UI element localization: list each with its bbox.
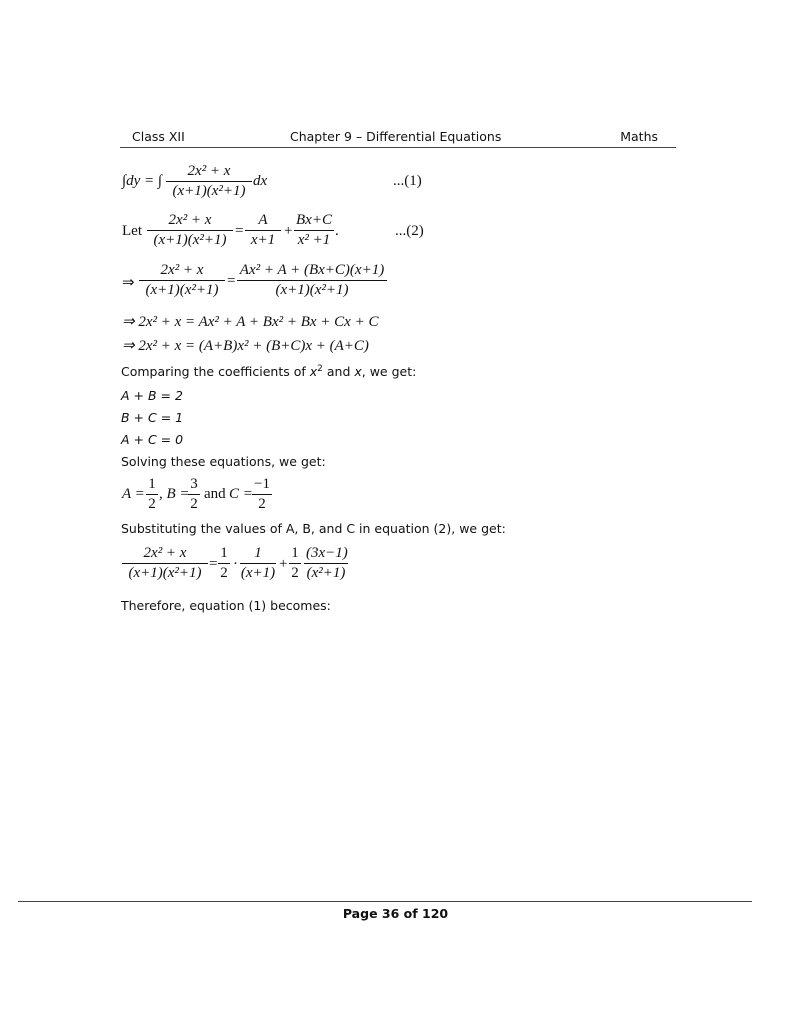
sol-c-num: −1 (252, 476, 272, 495)
eq6-h2-num: 1 (289, 545, 301, 564)
eq6-k-den: (x²+1) (306, 565, 346, 581)
eq6-g-num: 1 (240, 545, 276, 564)
eq3-arrow: ⇒ (122, 275, 135, 291)
sol-a-lhs: A = (122, 486, 145, 502)
eq6-k-num: (3x−1) (304, 545, 348, 564)
eq6-fraction (122, 545, 208, 582)
eq2-let: Let (122, 223, 142, 239)
equation-4: ⇒ 2x² + x = Ax² + A + Bx² + Bx + Cx + C (122, 314, 379, 330)
eq6-eq: = (209, 556, 218, 572)
eq6-half-1 (218, 545, 230, 582)
sol-a-num: 1 (146, 476, 158, 495)
sol-c-lhs: C = (229, 486, 253, 502)
sol-b-den: 2 (190, 496, 198, 512)
eq6-h1-num: 1 (218, 545, 230, 564)
eq6-num: 2x² + x (122, 545, 208, 564)
eq3-fraction (139, 262, 225, 299)
eq6-h1-den: 2 (220, 565, 228, 581)
eq1-fraction (166, 163, 252, 200)
eq6-den: (x+1)(x²+1) (128, 565, 202, 581)
eq3-rfraction (237, 262, 387, 299)
header-subject: Maths (620, 129, 658, 144)
eq2-eq: = (235, 223, 244, 239)
sol-a-den: 2 (148, 496, 156, 512)
eq3-den: (x+1)(x²+1) (145, 282, 219, 298)
eq2-fraction (147, 212, 233, 249)
eq2-den: (x+1)(x²+1) (153, 232, 227, 248)
eq1-tag: ...(1) (393, 173, 422, 189)
eq2-frac-b (294, 212, 334, 249)
sol-and: and (204, 486, 226, 502)
eq2-frac-a (245, 212, 281, 249)
eq3-rnum: Ax² + A + (Bx+C)(x+1) (237, 262, 387, 281)
eq6-plus: + (279, 556, 288, 572)
eq6-g-den: (x+1) (240, 565, 276, 581)
eq-b-plus-c: B + C = 1 (121, 410, 184, 425)
eq3-rden: (x+1)(x²+1) (275, 282, 349, 298)
text-solving: Solving these equations, we get: (121, 454, 326, 469)
equation-5: ⇒ 2x² + x = (A+B)x² + (B+C)x + (A+C) (122, 338, 369, 354)
eq-a-plus-b: A + B = 2 (121, 388, 183, 403)
eq2-plus: + (284, 223, 293, 239)
compare-c: , we get: (361, 364, 417, 380)
eq1-num: 2x² + x (166, 163, 252, 182)
eq-a-plus-c: A + C = 0 (121, 432, 184, 447)
compare-sup: 2 (317, 364, 323, 374)
eq2-f2-den: x² +1 (297, 232, 331, 248)
compare-a: Comparing the coefficients of (121, 364, 310, 380)
eq3-eq: = (227, 273, 236, 289)
compare-x: x (309, 364, 318, 380)
sol-b-lhs: , B = (159, 486, 190, 502)
sol-c-den: 2 (258, 496, 266, 512)
eq2-tag: ...(2) (395, 223, 424, 239)
eq2-f1-den: x+1 (250, 232, 276, 248)
sol-c-frac (252, 476, 272, 513)
eq2-num: 2x² + x (147, 212, 233, 231)
eq2-f1-num: A (245, 212, 281, 231)
footer-divider (18, 901, 752, 902)
text-therefore: Therefore, equation (1) becomes: (121, 598, 331, 613)
eq6-frac-k (304, 545, 348, 582)
sol-b-frac (188, 476, 200, 513)
page-number: Page 36 of 120 (342, 906, 449, 921)
eq1-tail: dx (253, 173, 268, 189)
text-comparing (121, 364, 416, 379)
text-substituting: Substituting the values of A, B, and C in equation (2), we get: (121, 521, 506, 536)
header-class: Class XII (132, 129, 185, 144)
eq6-frac-g (240, 545, 276, 582)
eq2-dot: . (335, 223, 339, 239)
eq6-half-2 (289, 545, 301, 582)
eq1-lhs: ∫dy = ∫ (122, 173, 162, 189)
compare-b: and (322, 364, 355, 380)
sol-a-frac (146, 476, 158, 513)
eq3-num: 2x² + x (139, 262, 225, 281)
eq2-f2-num: Bx+C (294, 212, 334, 231)
page-header (120, 129, 676, 148)
sol-b-num: 3 (188, 476, 200, 495)
eq1-den: (x+1)(x²+1) (172, 183, 246, 199)
compare-x2: x (354, 364, 362, 380)
eq6-cdot: · (233, 556, 238, 572)
eq6-h2-den: 2 (291, 565, 299, 581)
header-chapter: Chapter 9 – Differential Equations (290, 129, 502, 144)
